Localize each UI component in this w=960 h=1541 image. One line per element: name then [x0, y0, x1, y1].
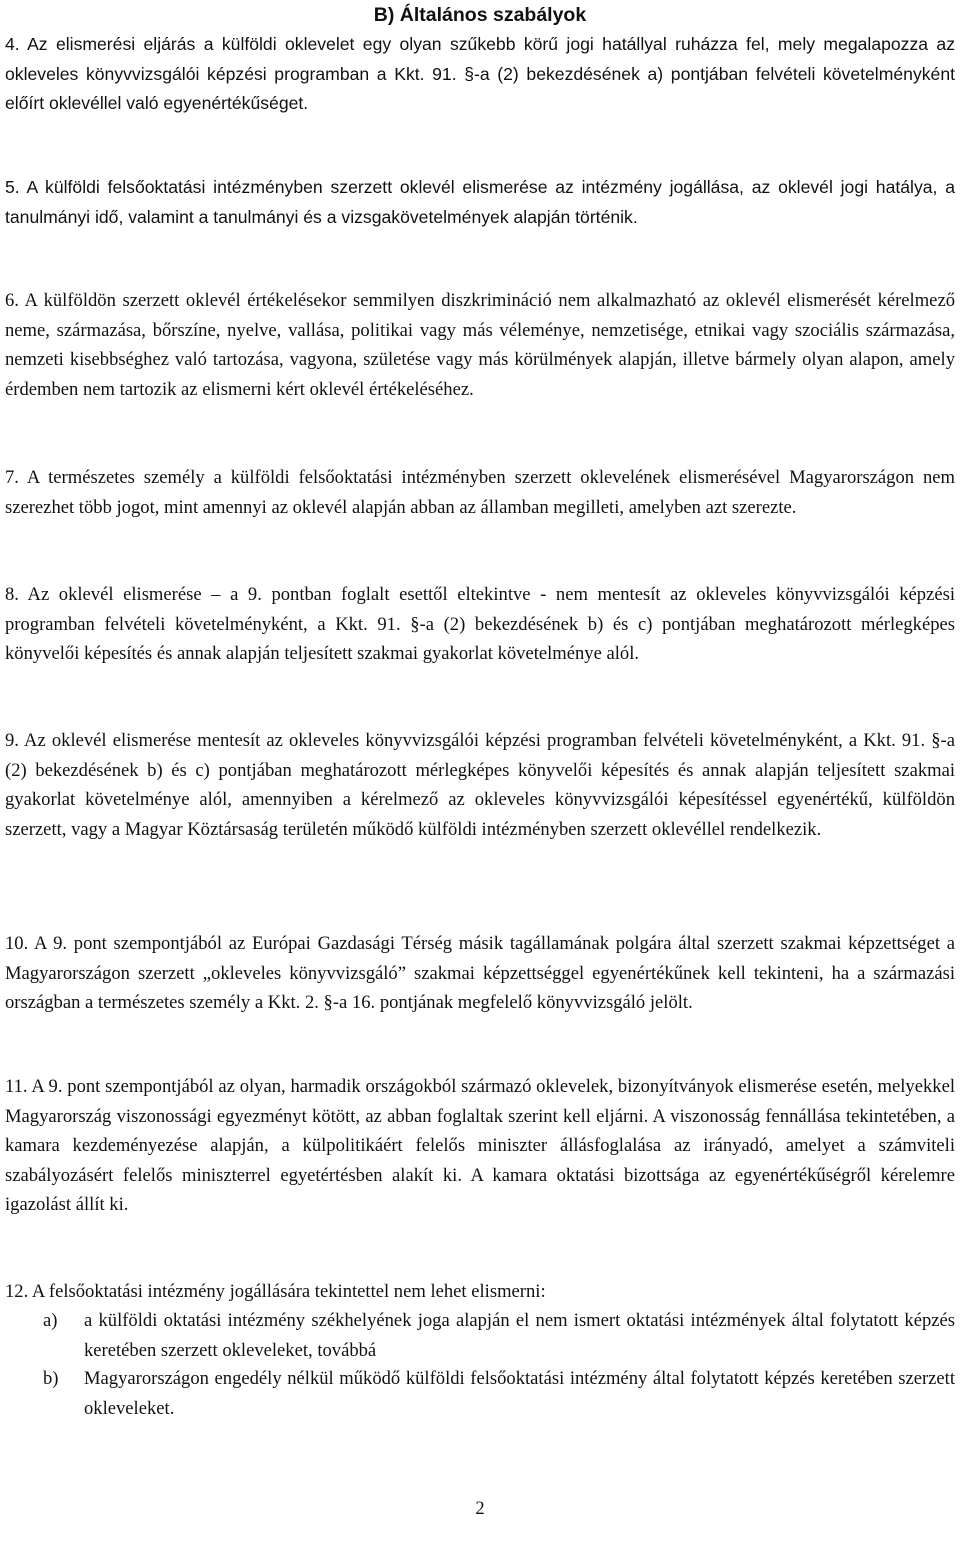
paragraph-12: 12. A felsőoktatási intézmény jogállására tekintettel nem lehet elismerni: — [5, 1281, 546, 1302]
list-item — [43, 1364, 955, 1423]
paragraph-4: 4. Az elismerési eljárás a külföldi oklevelet egy olyan szűkebb körű jogi hatállyal ruházza fel, mely megalapozza az okleveles könyvvizsgálói képzési programban a Kkt. 91. §-a (2) bekezdésének a) pontjában felvételi követelményként előírt oklevéllel való egyenértékűséget. — [5, 34, 955, 113]
list-item-text: a külföldi oktatási intézmény székhelyének joga alapján el nem ismert oktatási intézmények által folytatott képzés keretében szerzett okleveleket, továbbá — [84, 1310, 955, 1361]
paragraph-6: 6. A külföldön szerzett oklevél értékelésekor semmilyen diszkrimináció nem alkalmazható az oklevél elismerését kérelmező neme, származása, bőrszíne, nyelve, vallása, politikai vagy más véleménye, nemzetisége, etnikai vagy szociális származása, nemzeti kisebbséghez való tartozása, vagyona, születése vagy más körülmények alapján, illetve bármely olyan alapon, amely érdemben nem tartozik az elismerni kért oklevél értékeléséhez. — [5, 290, 955, 400]
paragraph-5: 5. A külföldi felsőoktatási intézményben szerzett oklevél elismerése az intézmény jogállása, az oklevél jogi hatálya, a tanulmányi idő, valamint a tanulmányi és a vizsgakövetelmények alapján történik. — [5, 177, 955, 227]
list-item — [43, 1306, 955, 1365]
list-item-label: b) — [43, 1368, 59, 1389]
paragraph-10: 10. A 9. pont szempontjából az Európai Gazdasági Térség másik tagállamának polgára által szerzett szakmai képzettséget a Magyarországon szerzett „okleveles könyvvizsgáló” szakmai képzettséggel egyenértékűnek kell tekinteni, ha a származási országban a természetes személy a Kkt. 2. §-a 16. pontjának megfelelő könyvvizsgáló jelölt. — [5, 933, 955, 1013]
page-number: 2 — [475, 1498, 485, 1519]
paragraph-8: 8. Az oklevél elismerése – a 9. pontban foglalt esettől eltekintve - nem mentesít az okleveles könyvvizsgálói képzési programban felvételi követelményként, a Kkt. 91. §-a (2) bekezdésének b) és c) pontjában meghatározott mérlegképes könyvelői képesítés és annak alapján teljesített szakmai gyakorlat követelménye alól. — [5, 584, 955, 664]
paragraph-11: 11. A 9. pont szempontjából az olyan, harmadik országokból származó oklevelek, bizonyítványok elismerése esetén, melyekkel Magyarország viszonossági egyezményt kötött, az abban foglaltak szerint kell eljárni. A viszonosság fennállása tekintetében, a kamara kezdeményezése alapján, a külpolitikáért felelős miniszter állásfoglalása az irányadó, amelyet a számviteli szabályozásért felelős miniszterrel egyetértésben alakít ki. A kamara oktatási bizottsága az egyenértékűségről kérelemre igazolást állít ki. — [5, 1076, 955, 1215]
section-heading: B) Általános szabályok — [373, 4, 587, 26]
paragraph-9: 9. Az oklevél elismerése mentesít az okleveles könyvvizsgálói képzési programban felvételi követelményként, a Kkt. 91. §-a (2) bekezdésének b) és c) pontjában meghatározott mérlegképes könyvelői képesítés és annak alapján teljesített szakmai gyakorlat követelménye alól, amennyiben a kérelmező az okleveles könyvvizsgálói képesítéssel egyenértékű, külföldön szerzett, vagy a Magyar Köztársaság területén működő külföldi intézményben szerzett oklevéllel rendelkezik. — [5, 730, 955, 840]
list-item-text: Magyarországon engedély nélkül működő külföldi felsőoktatási intézmény által folytatott képzés keretében szerzett okleveleket. — [84, 1368, 955, 1419]
paragraph-7: 7. A természetes személy a külföldi felsőoktatási intézményben szerzett oklevelének elismerésével Magyarországon nem szerezhet több jogot, mint amennyi az oklevél alapján abban az államban megilleti, amelyben azt szerezte. — [5, 467, 955, 518]
list-item-label: a) — [43, 1310, 58, 1331]
